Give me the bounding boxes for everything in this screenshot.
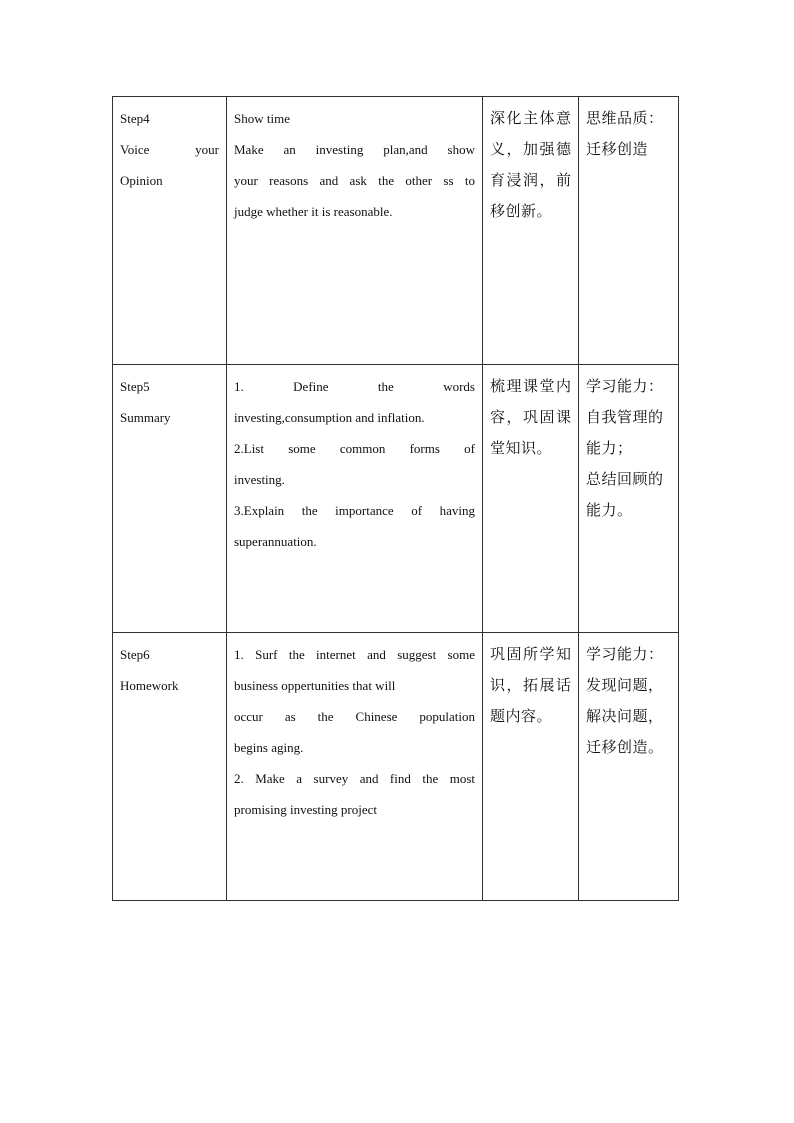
content-line: investing. xyxy=(234,472,285,487)
step-subtitle: Homework xyxy=(120,678,179,693)
content-line: 1. Surf the internet and suggest some xyxy=(234,647,475,662)
competence-line: 迁移创造。 xyxy=(586,738,664,756)
competence-line: 发现问题， xyxy=(586,676,664,694)
step-subtitle: Summary xyxy=(120,410,171,425)
competence-line: 学习能力： xyxy=(586,645,664,663)
lesson-plan-table xyxy=(112,96,679,901)
content-line: begins aging. xyxy=(234,740,304,755)
content-line: 3.Explain the importance of having xyxy=(234,503,475,518)
table-row xyxy=(113,365,679,633)
purpose-cell xyxy=(483,633,579,901)
competence-line: 解决问题， xyxy=(586,707,664,725)
competence-line: 学习能力： xyxy=(586,377,664,395)
step-title: Step5 xyxy=(120,379,150,394)
step-subtitle: Opinion xyxy=(120,173,163,188)
purpose-line: 题内容。 xyxy=(490,707,553,725)
competence-cell xyxy=(579,633,679,901)
step-title: Step6 xyxy=(120,647,150,662)
content-line: 2. Make a survey and find the most xyxy=(234,771,475,786)
competence-line: 思维品质： xyxy=(586,109,664,127)
content-line: 1. Define the words xyxy=(234,379,475,394)
step-cell xyxy=(113,97,227,365)
content-line: promising investing project xyxy=(234,802,377,817)
content-line: your reasons and ask the other ss to xyxy=(234,173,475,188)
content-cell xyxy=(227,633,483,901)
content-line: Show time xyxy=(234,111,290,126)
competence-line: 自我管理的 xyxy=(586,408,664,426)
step-cell xyxy=(113,365,227,633)
content-line: business oppertunities that will xyxy=(234,678,396,693)
purpose-cell xyxy=(483,365,579,633)
purpose-line: 移创新。 xyxy=(490,202,553,220)
competence-line: 总结回顾的 xyxy=(586,470,664,488)
competence-line: 迁移创造 xyxy=(586,140,649,158)
purpose-line: 梳理课堂内 xyxy=(490,377,571,395)
content-line: judge whether it is reasonable. xyxy=(234,204,393,219)
content-line: superannuation. xyxy=(234,534,317,549)
content-cell xyxy=(227,365,483,633)
content-line: Make an investing plan,and show xyxy=(234,142,475,157)
purpose-line: 义，加强德 xyxy=(490,140,571,158)
purpose-line: 堂知识。 xyxy=(490,439,553,457)
content-line: occur as the Chinese population xyxy=(234,709,475,724)
purpose-line: 巩固所学知 xyxy=(490,645,571,663)
purpose-line: 深化主体意 xyxy=(490,109,571,127)
step-cell xyxy=(113,633,227,901)
table-row xyxy=(113,633,679,901)
purpose-line: 容，巩固课 xyxy=(490,408,571,426)
purpose-line: 识，拓展话 xyxy=(490,676,571,694)
competence-line: 能力； xyxy=(586,439,633,457)
step-title: Step4 xyxy=(120,111,150,126)
table-row xyxy=(113,97,679,365)
purpose-cell xyxy=(483,97,579,365)
competence-cell xyxy=(579,365,679,633)
content-cell xyxy=(227,97,483,365)
purpose-line: 育浸润，前 xyxy=(490,171,571,189)
competence-cell xyxy=(579,97,679,365)
content-line: 2.List some common forms of xyxy=(234,441,475,456)
step-subtitle: Voice your xyxy=(120,142,219,157)
content-line: investing,consumption and inflation. xyxy=(234,410,425,425)
competence-line: 能力。 xyxy=(586,501,633,519)
